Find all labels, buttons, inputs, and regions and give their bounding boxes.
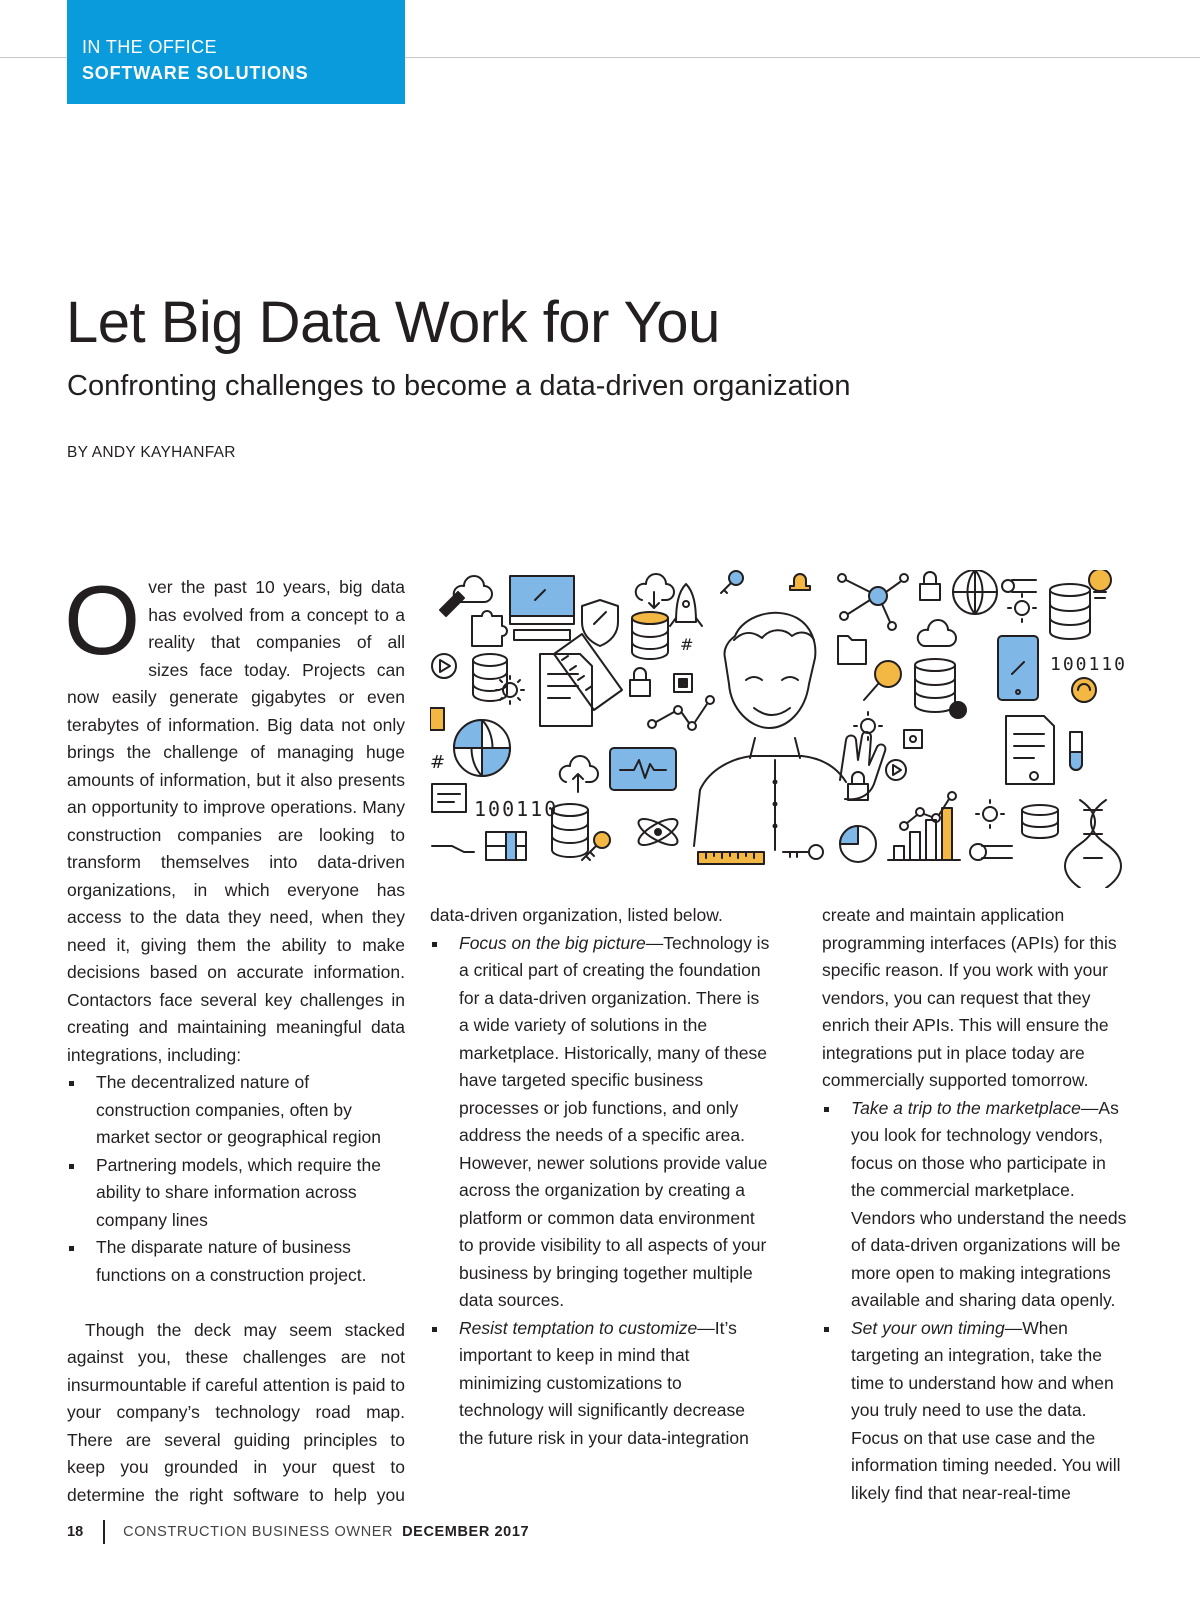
magazine-name: CONSTRUCTION BUSINESS OWNER [123,1524,394,1540]
puzzle-icon [472,611,507,646]
test-tube-icon [1070,732,1082,770]
lock-icon [630,668,650,696]
tablet-pulse-icon [610,748,676,790]
cloud-icon [918,620,956,646]
document-icon [432,784,466,812]
binary-text: 100110 [474,797,559,821]
column-2 [430,902,770,1452]
list-item [822,1315,1130,1508]
column-1 [64,565,405,1509]
database-icon [915,659,955,712]
department-label: SOFTWARE SOLUTIONS [82,63,309,83]
bell-icon [790,574,810,590]
issue-date: DECEMBER 2017 [402,1524,530,1540]
network-icon [838,574,908,630]
article-subtitle: Confronting challenges to become a data-driven organization [67,370,851,402]
document-icon [540,654,592,726]
gear-icon [976,800,1004,828]
wrench-icon [970,844,1012,860]
hash-icon: # [430,752,446,773]
key-icon [783,845,823,859]
principle-text: —When targeting an integration, take the time to understand how and when you truly need to use the data. Focus on that use case and the information timing needed. You will likely find that near-real-time [851,1317,1121,1503]
cloud-upload-icon [560,756,598,792]
chip-icon [674,674,692,692]
percent-icon [1072,678,1096,702]
article-title: Let Big Data Work for You [66,290,720,355]
intro-text: ver the past 10 years, big data has evolved from a concept to a reality that companies of all sizes face today. Projects can now easily generate gigabytes or even terabytes of information. Big data not only brings the challenge of managing huge amounts of information, but it also presents an opportunity to improve operations. Many construction companies are looking to transform themselves into data-driven organizations, in which everyone has access to the data they need, when they need it, giving them the ability to make decisions based on accurate information. Contactors face several key challenges in creating and maintaining meaningful data integrations, including: [67,577,405,1065]
key-icon [721,571,743,593]
principle-text: —It’s important to keep in mind that minimizing customizations to technology will significantly decrease the future risk in your data-integration [459,1317,749,1448]
play-icon [432,654,456,678]
intro-paragraph [64,565,405,1069]
play-icon [886,760,906,780]
principle-text: —As you look for technology vendors, focus on those who participate in the commercial marketplace. Vendors who understand the needs of data-driven organizations will be more open to making integrations available and sharing data openly. [851,1097,1127,1310]
drop-cap: O [64,565,141,675]
key-icon [582,832,610,860]
list-item [430,1315,770,1453]
ruler-icon [698,852,764,864]
principles-list-continued [822,1095,1130,1508]
principle-lead: Focus on the big picture [459,932,646,953]
database-icon [473,654,507,701]
principle-lead: Set your own timing [851,1317,1005,1338]
phone-icon [998,636,1038,700]
magnifier-icon [864,661,901,700]
column-3 [822,902,1130,1507]
wrench-icon [1002,580,1036,592]
paragraph-2: Though the deck may seem stacked against you, these challenges are not insurmountable if careful attention is paid to your company’s technology road map. There are several guiding principles to keep you grounded in your quest to determine the right software to help you [67,1319,405,1505]
footer-divider [103,1520,105,1544]
list-item: The disparate nature of business functions on a construction project. [67,1234,405,1289]
byline: BY ANDY KAYHANFAR [67,444,236,461]
database-icon [1050,584,1090,639]
page-number: 18 [67,1524,84,1540]
binary-text: 100110 [1050,654,1128,675]
department-tag [67,0,405,104]
list-item: Partnering models, which require the ability to share information across company lines [67,1152,405,1235]
principle-lead: Take a trip to the marketplace [851,1097,1081,1118]
dna-icon [1065,800,1121,888]
chip-icon [904,730,922,748]
gear-icon [854,712,882,740]
hand-icon [432,832,526,860]
lightbulb-icon [1089,570,1111,598]
lock-icon [920,572,940,600]
monitor-icon [510,576,574,640]
challenges-list [67,1069,405,1289]
principle-text: —Technology is a critical part of creating the foundation for a data-driven organization. There is a wide variety of solutions in the marketplace. Historically, many of these have targeted specific business processes or job functions, and only address the needs of a specific area. However, newer solutions provide value across the organization by creating a platform or common data environment to provide visibility to all aspects of your business by bringing together multiple data sources. [459,932,770,1310]
list-item [430,930,770,1315]
globe-icon [953,570,997,614]
globe-icon [454,720,510,776]
person-illustration [694,613,885,850]
hash-icon: # [680,635,694,654]
page-footer [67,1520,529,1544]
list-item: The decentralized nature of construction companies, often by market sector or geographical region [67,1069,405,1152]
pencil-icon [440,592,464,616]
line-graph-icon [648,696,714,730]
database-icon [632,612,668,659]
pie-chart-icon [840,826,876,862]
principle-lead: Resist temptation to customize [459,1317,698,1338]
atom-icon [635,814,681,850]
document-icon [1006,716,1054,784]
principle-continuation: create and maintain application programming interfaces (APIs) for this specific reason. If you work with your vendors, you can request that they enrich their APIs. This will ensure the integrations put in place today are commercially supported tomorrow. [822,905,1117,1090]
cloud-upload-icon [636,574,674,608]
gear-icon [950,702,966,718]
big-data-illustration [430,570,1130,888]
database-icon [1022,805,1058,838]
bar-chart-icon [888,808,960,860]
list-item [822,1095,1130,1315]
tag-icon [430,708,444,730]
section-label: IN THE OFFICE [82,37,217,57]
para2-continuation: data-driven organization, listed below. [430,905,723,925]
folder-icon [838,636,866,664]
shield-icon [582,600,618,646]
gear-icon [1008,594,1036,622]
principles-list [430,930,770,1453]
